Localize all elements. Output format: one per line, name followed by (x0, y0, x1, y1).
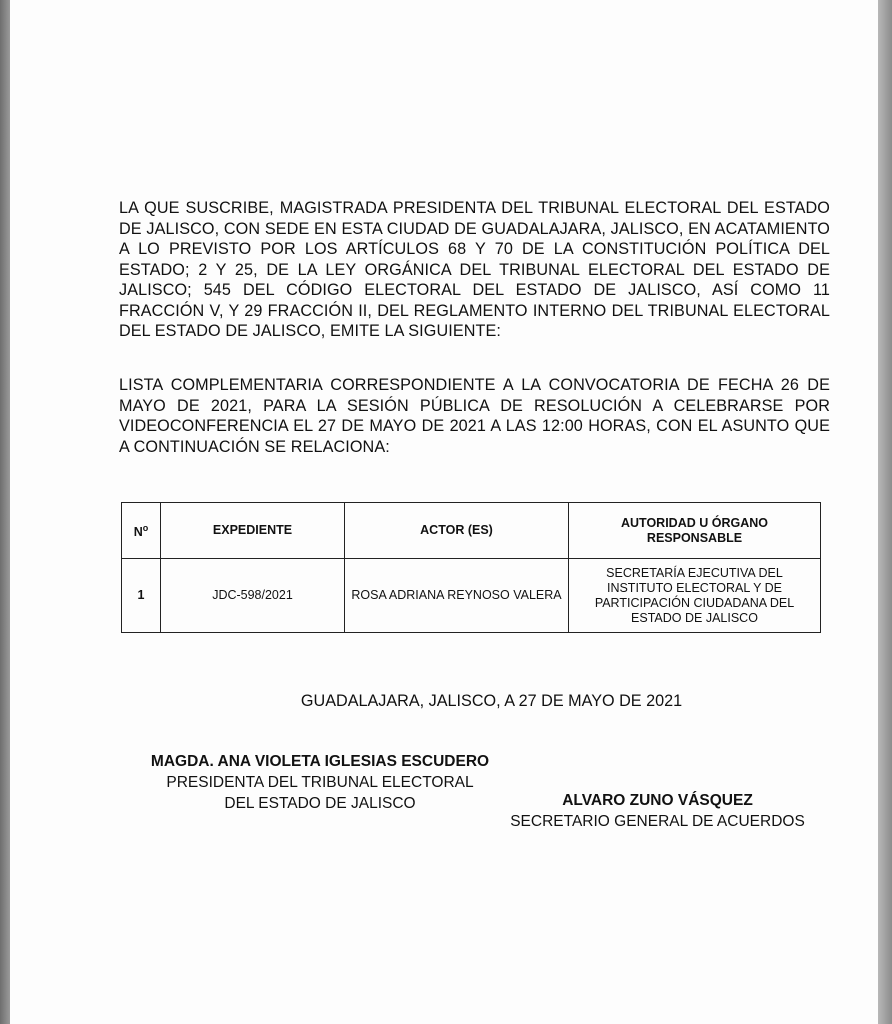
photo-edge-right (878, 0, 892, 1024)
cell-actor: ROSA ADRIANA REYNOSO VALERA (345, 559, 569, 633)
place-date: GUADALAJARA, JALISCO, A 27 DE MAYO DE 2021 (300, 692, 683, 710)
document-page (10, 0, 878, 1024)
signatory-1-title-line-1: PRESIDENTA DEL TRIBUNAL ELECTORAL (166, 774, 474, 791)
cases-table (121, 502, 821, 633)
header-number (122, 503, 161, 559)
table-header-row (122, 503, 821, 559)
cell-expediente: JDC-598/2021 (161, 559, 345, 633)
cell-number: 1 (122, 559, 161, 633)
header-actor: ACTOR (ES) (345, 503, 569, 559)
table-row (122, 559, 821, 633)
header-number-superscript: o (142, 522, 149, 533)
list-paragraph: LISTA COMPLEMENTARIA CORRESPONDIENTE A LA CONVOCATORIA DE FECHA 26 DE MAYO DE 2021, PARA LA SESIÓN PÚBLICA DE RESOLUCIÓN A CELEBRARSE POR VIDEOCONFERENCIA EL 27 DE MAYO DE 2021 A LAS 12:00 HORAS, CON EL ASUNTO QUE A CONTINUACIÓN SE RELACIONA: (119, 376, 830, 456)
cell-autoridad: SECRETARÍA EJECUTIVA DEL INSTITUTO ELECTORAL Y DE PARTICIPACIÓN CIUDADANA DEL ESTADO DE JALISCO (569, 559, 821, 633)
signatory-2-name: ALVARO ZUNO VÁSQUEZ (562, 792, 753, 809)
intro-paragraph: LA QUE SUSCRIBE, MAGISTRADA PRESIDENTA DEL TRIBUNAL ELECTORAL DEL ESTADO DE JALISCO, CON SEDE EN ESTA CIUDAD DE GUADALAJARA, JALISCO, EN ACATAMIENTO A LO PREVISTO POR LOS ARTÍCULOS 68 Y 70 DE LA CONSTITUCIÓN POLÍTICA DEL ESTADO; 2 Y 25, DE LA LEY ORGÁNICA DEL TRIBUNAL ELECTORAL DEL ESTADO DE JALISCO; 545 DEL CÓDIGO ELECTORAL DEL ESTADO DE JALISCO, ASÍ COMO 11 FRACCIÓN V, Y 29 FRACCIÓN II, DEL REGLAMENTO INTERNO DEL TRIBUNAL ELECTORAL DEL ESTADO DE JALISCO, EMITE LA SIGUIENTE: (119, 199, 830, 340)
header-autoridad: AUTORIDAD U ÓRGANO RESPONSABLE (569, 503, 821, 559)
photo-edge-left (0, 0, 10, 1024)
header-expediente: EXPEDIENTE (161, 503, 345, 559)
signature-block-president (125, 751, 515, 814)
header-number-letter: N (133, 525, 143, 540)
signature-block-secretary (500, 790, 815, 832)
signatory-1-name: MAGDA. ANA VIOLETA IGLESIAS ESCUDERO (150, 753, 490, 770)
signatory-2-title: SECRETARIO GENERAL DE ACUERDOS (510, 813, 805, 830)
signatory-1-title-line-2: DEL ESTADO DE JALISCO (224, 795, 416, 812)
